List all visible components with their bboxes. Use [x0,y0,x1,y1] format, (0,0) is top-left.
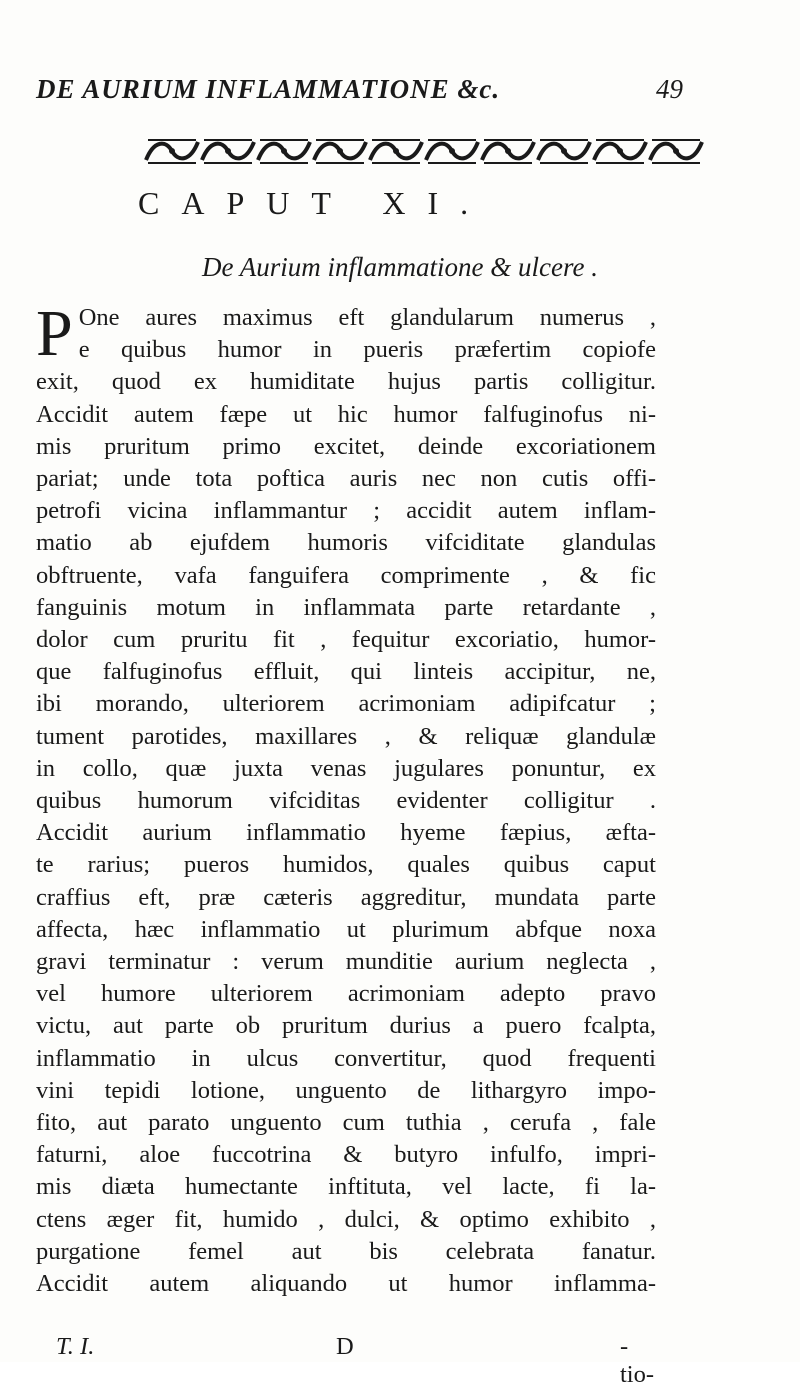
text-line: Accidit autem fæpe ut hic humor falfuginofus ni- [36,400,656,428]
text-lines [36,297,656,1300]
text-line: que falfuginofus effluit, qui linteis accipitur, ne, [36,658,656,686]
text-line: affecta, hæc inflammatio ut plurimum abfque noxa [36,915,656,943]
text-line: te rarius; pueros humidos, quales quibus caput [36,851,656,879]
text-line: obftruente, vafa fanguifera comprimente , & fic [36,561,656,589]
decorative-band-ornament-icon [144,136,704,166]
text-line: fanguinis motum in inflammata parte retardante , [36,593,656,621]
catchword: -tio- [620,1333,655,1388]
text-line: fito, aut parato unguento cum tuthia , cerufa , fale [36,1109,656,1137]
text-line: matio ab ejufdem humoris vifciditate glandulas [36,529,656,557]
text-line: gravi terminatur : verum munditie aurium neglecta , [36,948,656,976]
text-line: petrofi vicina inflammantur ; accidit autem inflam- [36,497,656,525]
chapter-subtitle: De Aurium inflammatione & ulcere . [202,252,598,282]
text-line: Accidit autem aliquando ut humor inflamma- [36,1270,656,1298]
text-line: vini tepidi lotione, unguento de lithargyro impo- [36,1076,656,1104]
ornament-motif-icon [146,140,198,163]
text-line: mis diæta humectante inftituta, vel lacte, fi la- [36,1173,656,1201]
ornament-motif-icon [370,140,422,163]
text-line: purgatione femel aut bis celebrata fanatur. [36,1237,656,1265]
text-line: in collo, quæ juxta venas jugulares ponuntur, ex [36,754,656,782]
text-line: craffius eft, præ cæteris aggreditur, mundata parte [36,883,656,911]
text-line: One aures maximus eft glandularum numerus , [78,304,656,331]
text-line: quibus humorum vifciditas evidenter colligitur . [36,787,656,815]
ornament-motif-icon [258,140,310,163]
text-line: mis pruritum primo excitet, deinde excoriationem [36,432,656,460]
chapter-title: CAPUT XI. [138,185,491,221]
gathering-signature: D [336,1333,354,1360]
ornament-motif-icon [538,140,590,163]
ornament-motif-icon [314,140,366,163]
text-line: inflammatio in ulcus convertitur, quod frequenti [36,1044,656,1072]
running-head: DE AURIUM INFLAMMATIONE &c. [36,74,501,104]
ornament-motif-icon [202,140,254,163]
ornament-motif-icon [650,140,702,163]
text-line: victu, aut parte ob pruritum durius a puero fcalpta, [36,1012,656,1040]
page-number: 49 [656,74,683,104]
drop-cap: P [36,297,73,370]
text-line: exit, quod ex humiditate hujus partis colligitur. [36,368,656,396]
text-line: Accidit aurium inflammatio hyeme fæpius, æfta- [36,819,656,847]
text-line: pariat; unde tota poftica auris nec non cutis offi- [36,465,656,493]
text-line: e quibus humor in pueris præfertim copiofe [78,336,656,364]
ornament-motif-icon [426,140,478,163]
text-line: tument parotides, maxillares , & reliquæ glandulæ [36,722,656,750]
ornament-motif-icon [594,140,646,163]
text-line: vel humore ulteriorem acrimoniam adepto pravo [36,980,656,1008]
text-line: faturni, aloe fuccotrina & butyro infulfo, impri- [36,1141,656,1169]
text-line: ibi morando, ulteriorem acrimoniam adipifcatur ; [36,690,656,718]
ornament-motif-icon [482,140,534,163]
text-line: dolor cum pruritu fit , fequitur excoriatio, humor- [36,626,656,654]
page-footer [36,1333,656,1388]
signature-mark: T. I. [56,1333,95,1360]
text-line: ctens æger fit, humido , dulci, & optimo exhibito , [36,1205,656,1233]
body-text [36,297,656,1300]
